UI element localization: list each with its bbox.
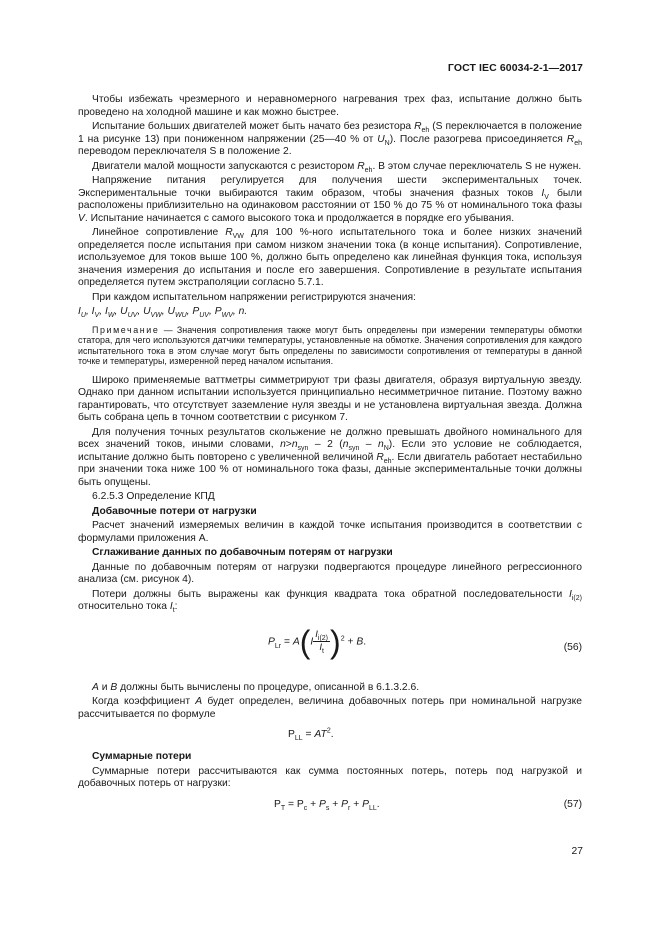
formula-56 (78, 620, 582, 678)
paragraph-line-resistance: Линейное сопротивление $R_{VW}$ для 100 %-ного испытательного тока и более низких значений определяется после испытания при самом низком значении тока (в конце испытания). Сопротивление, используемое для токов выше 100 %, должно быть определено как линейная функция тока, используя значения измерения до испытания и после его завершения. Сопротивление в результате испытания определяется путем экстраполяции согласно 5.7.1. (78, 227, 582, 288)
formula-pll (78, 725, 582, 749)
paragraph-calculation: Расчет значений измеряемых величин в каждой точке испытания производится в соответствии с формулами приложения А. (78, 520, 582, 544)
paragraph-total-losses: Суммарные потери рассчитываются как сумма постоянных потерь, потерь под нагрузкой и добавочных потерь от нагрузки: (78, 765, 582, 790)
subheading-total-losses: Суммарные потери (92, 751, 192, 763)
subheading-additional-losses: Добавочные потери от нагрузки (92, 505, 257, 517)
section-6-2-5-3: 6.2.5.3 Определение КПД (92, 491, 215, 503)
paragraph-recorded-values-intro: При каждом испытательном напряжении регистрируются значения: (92, 291, 416, 303)
subheading-smoothing: Сглаживание данных по добавочным потерям от нагрузки (92, 547, 393, 559)
paragraph-a-b: A и B должны быть вычислены по процедуре, описанной в 6.1.3.2.6. (92, 681, 420, 693)
document-header-code: ГОСТ IEC 60034-2-1—2017 (447, 62, 583, 74)
page-number: 27 (571, 846, 583, 857)
paragraph-recorded-values-list: $I_U$, $I_V$, $I_W$, $U_{UV}$, $U_{VW}$, $U_{WU}$, $P_{UV}$, $P_{WV}$, n. (78, 306, 248, 320)
note-resistance: Примечание — Значения сопротивления также могут быть определены при измерении температуры обмотки статора, для чего используются датчики температуры, установленные на обмотке. Значения сопротивления для каждого испытательного тока в этом случае могут быть определены по зависимости сопротивления от температуры в данной точке и температуры, измеренной перед началом испытания. (78, 324, 582, 367)
document-body (78, 94, 582, 819)
paragraph-losses-function: Потери должны быть выражены как функция квадрата тока обратной последовательности $I_{i(2)}$ относительно тока $I_t$: (78, 588, 582, 615)
formula-56-expression: $P_{Lr} = A(I$ $\frac{I_{i(2)}}{I_t}$ )$^2$ + B. (268, 623, 367, 660)
paragraph-wattmeters: Широко применяемые ваттметры симметрируют три фазы двигателя, образуя виртуальную звезду. Однако при данном испытании используется принципиально несимметричное питание. Поэтому важно гарантировать, что отсутствует заземление нуля звезды и не установлена виртуальная звезда. Должна быть собрана цепь в точном соответствии с рисунком 7. (78, 374, 582, 424)
paragraph-slip: Для получения точных результатов скольжение не должно превышать двойного номинального для всех значений токов, иными словами, $n>n_{syn} - 2$ $(n_{syn} - n_N)$. Если это условие не соблюдается, испытание должно быть повторено с увеличенной величиной $R_{eh}$. Если двигатель работает нестабильно при значении тока ниже 100 % от номинального тока фазы, данные экспериментальные точки должны быть опущены. (78, 426, 582, 488)
formula-57 (78, 797, 582, 819)
formula-57-number: (57) (563, 798, 582, 810)
paragraph-small-motors: Двигатели малой мощности запускаются с резистором $R_{eh}$. В этом случае переключатель S не нужен. (92, 160, 582, 174)
formula-57-expression: $P_T = P_c + P_s + P_r + P_{LL}$. (274, 798, 380, 812)
paragraph-cold-machine: Чтобы избежать чрезмерного и неравномерного нагревания трех фаз, испытание должно быть проведено на холодной машине и как можно быстрее. (78, 94, 582, 118)
paragraph-regression: Данные по добавочным потерям от нагрузки подвергаются процедуре линейного регрессионного анализа (см. рисунок 4). (78, 561, 582, 586)
formula-pll-expression: $P_{LL} = AT^2$. (288, 727, 334, 743)
paragraph-supply-voltage: Напряжение питания регулируется для получения шести экспериментальных точек. Экспериментальные точки выбираются таким образом, чтобы значения фазных токов $I_V$ были расположены приблизительно на одинаковом расстоянии от 150 % до 75 % от номинального тока фазы V. Испытание начинается с самого высокого тока и продолжается в порядке его убывания. (78, 175, 583, 224)
formula-56-number: (56) (563, 641, 582, 653)
paragraph-coefficient-a: Когда коэффициент A будет определен, величина добавочных потерь при номинальной нагрузке рассчитывается по формуле (78, 696, 582, 720)
paragraph-large-motors: Испытание больших двигателей может быть начато без резистора $R_{eh}$ (S переключается в положение 1 на рисунке 13) при пониженном напряжении (25—40 % от $U_N$). После разогрева присоединяется $R_{eh}$ переводом переключателя S в положение 2. (78, 121, 583, 157)
